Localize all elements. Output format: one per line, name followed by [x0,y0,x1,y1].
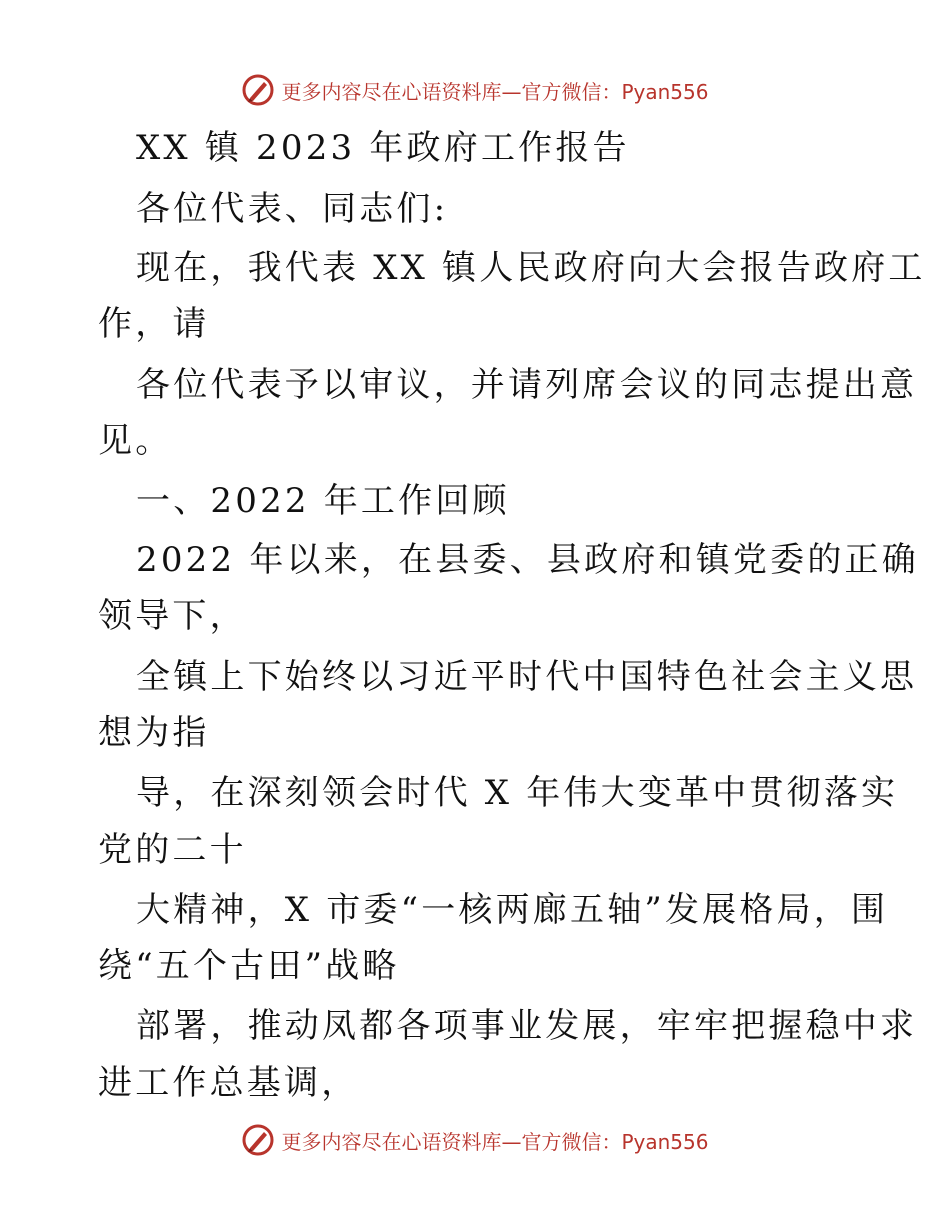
paragraph-line: 见。 [98,421,173,461]
pen-logo-icon [241,1123,275,1157]
paragraph-line: 2022 年以来，在县委、县政府和镇党委的正确 [136,540,919,580]
paragraph-line: 领导下， [98,596,247,636]
header-watermark [0,70,950,110]
pen-logo-icon [241,73,275,107]
paragraph-line: 各位代表、同志们: [136,189,449,229]
paragraph-line: 部署，推动凤都各项事业发展，牢牢把握稳中求 [136,1006,918,1046]
paragraph-line: 导，在深刻领会时代 X 年伟大变革中贯彻落实 [136,773,899,813]
paragraph-line: 进工作总基调， [98,1063,359,1103]
paragraph-line: 全镇上下始终以习近平时代中国特色社会主义思 [136,657,918,697]
paragraph-line: 党的二十 [98,830,247,870]
footer-watermark [0,1120,950,1160]
paragraph-line: 各位代表予以审议，并请列席会议的同志提出意 [136,365,918,405]
document-title: XX 镇 2023 年政府工作报告 [136,128,630,168]
paragraph-line: 大精神，X 市委“一核两廊五轴”发展格局，围 [136,890,889,930]
watermark-text: 更多内容尽在心语资料库—官方微信：Pyan556 [281,79,709,104]
paragraph-line: 现在，我代表 XX 镇人民政府向大会报告政府工 [136,248,926,288]
paragraph-line: 作，请 [98,304,210,344]
section-heading: 一、2022 年工作回顾 [136,481,510,521]
watermark-text: 更多内容尽在心语资料库—官方微信：Pyan556 [281,1129,709,1154]
paragraph-line: 绕“五个古田”战略 [98,946,400,986]
paragraph-line: 想为指 [98,713,210,753]
